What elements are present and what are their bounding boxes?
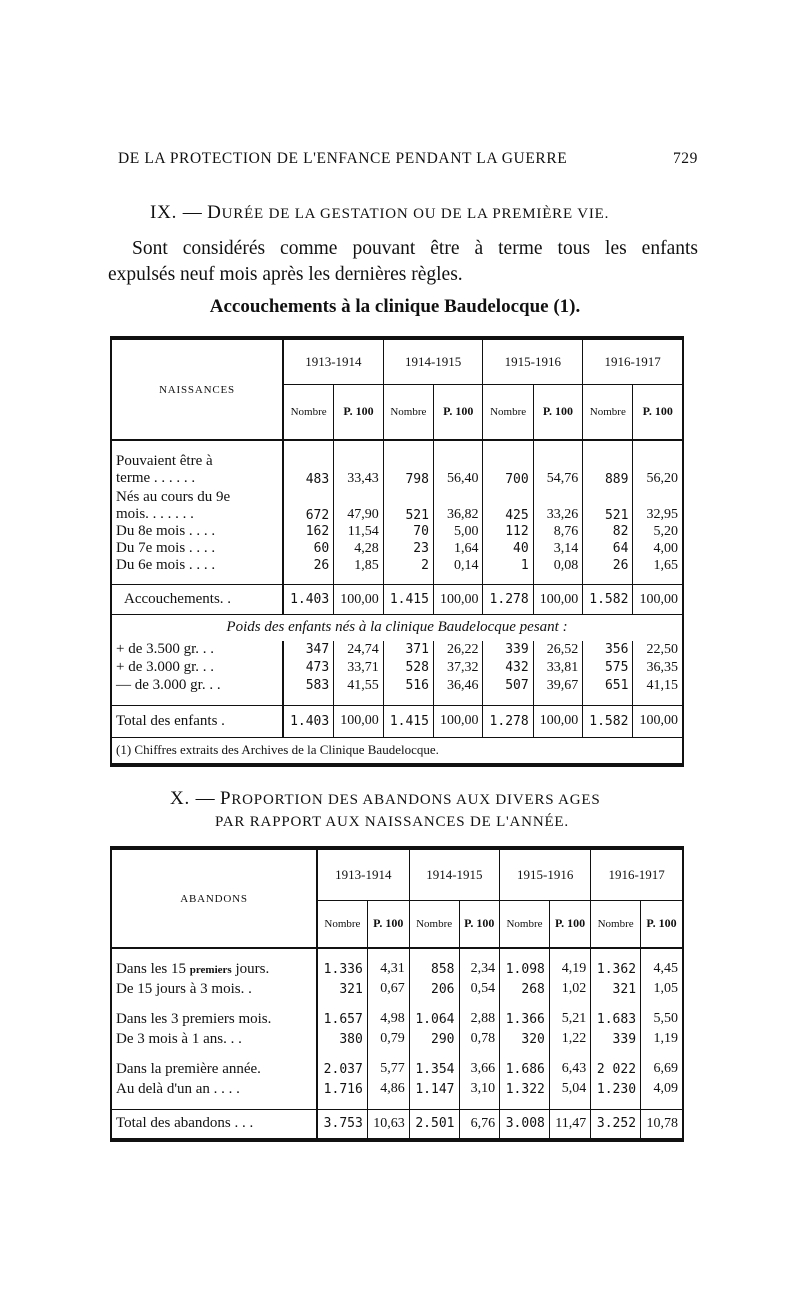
abandons-percent: 6,69: [641, 1059, 683, 1079]
spacer-cell: [433, 440, 483, 451]
enfants-total-count: 1.582: [583, 705, 633, 737]
accouchements-total-count: 1.582: [583, 585, 633, 615]
spacer-cell: [383, 574, 433, 585]
abandons-count: 2 022: [591, 1059, 641, 1079]
weight-percent: 33,71: [334, 659, 384, 677]
spacer-cell: [367, 948, 409, 959]
footnote-row: [111, 737, 683, 765]
row-label: [111, 959, 317, 979]
table1-count: 26: [283, 557, 334, 574]
table1-count: 23: [383, 540, 433, 557]
table1-count: 521: [383, 487, 433, 523]
spacer-cell: [483, 440, 533, 451]
enfants-total-percent: 100,00: [633, 705, 683, 737]
spacer-row: [111, 948, 683, 959]
abandons-count: 268: [500, 979, 550, 999]
nombre-header: Nombre: [583, 384, 633, 440]
nombre-header: Nombre: [409, 900, 459, 948]
weight-heading: Poids des enfants nés à la clinique Baudelocque pesant :: [111, 615, 683, 641]
weight-count: 347: [283, 641, 334, 659]
table1-count: 112: [483, 523, 533, 540]
table1-percent: 33,26: [533, 487, 583, 523]
table1-percent: 56,40: [433, 451, 483, 487]
table1-percent: 36,82: [433, 487, 483, 523]
spacer-cell: [459, 999, 500, 1009]
abandons-count: 1.230: [591, 1079, 641, 1099]
abandons-table: [110, 846, 684, 1142]
spacer-cell: [583, 574, 633, 585]
spacer-cell: [334, 695, 384, 706]
accouchements-total-count: 1.403: [283, 585, 334, 615]
table-row: [111, 1079, 683, 1099]
abandons-percent: 1,05: [641, 979, 683, 999]
abandons-total-count: 3.753: [317, 1110, 367, 1140]
accouchements-total-percent: 100,00: [334, 585, 384, 615]
table-row: [111, 523, 683, 540]
abandons-total-count: 2.501: [409, 1110, 459, 1140]
row-label: Dans la première année.: [116, 1060, 261, 1077]
table-row: [111, 487, 683, 523]
spacer-cell: [583, 695, 633, 706]
abandons-count: 1.064: [409, 1009, 459, 1029]
spacer-cell: [591, 948, 641, 959]
spacer-cell: [533, 574, 583, 585]
intro-paragraph: [108, 236, 698, 288]
spacer-cell: [433, 695, 483, 706]
table1-percent: 33,43: [334, 451, 384, 487]
spacer-cell: [409, 1099, 459, 1110]
weight-count: 583: [283, 677, 334, 695]
spacer-cell: [111, 440, 283, 451]
spacer-cell: [500, 999, 550, 1009]
abandons-percent: 4,86: [367, 1079, 409, 1099]
weight-row: [111, 659, 683, 677]
row-label: Dans les 3 premiers mois.: [116, 1010, 272, 1027]
spacer-cell: [641, 1099, 683, 1110]
abandons-total-row: [111, 1110, 683, 1140]
abandons-percent: 5,50: [641, 1009, 683, 1029]
row-label: — de 3.000 gr. . .: [116, 677, 221, 693]
row-label-line-1: Pouvaient être à: [116, 453, 213, 469]
pct-header: P. 100: [641, 900, 683, 948]
abandons-percent: 3,10: [459, 1079, 500, 1099]
row-label: Accouchements. .: [111, 585, 283, 615]
abandons-total-percent: 10,78: [641, 1110, 683, 1140]
section-ix-title-text: URÉE DE LA GESTATION OU DE LA PREMIÈRE VIE.: [221, 206, 610, 222]
accouchements-total-row: [111, 585, 683, 615]
abandons-percent: 0,79: [367, 1029, 409, 1049]
row-label: Total des abandons . . .: [111, 1110, 317, 1140]
table1-row-header: NAISSANCES: [111, 338, 283, 440]
spacer-cell: [583, 440, 633, 451]
row-label-line-2: mois. . . . . . .: [116, 506, 194, 522]
spacer-cell: [483, 695, 533, 706]
spacer-cell: [111, 999, 317, 1009]
abandons-count: 320: [500, 1029, 550, 1049]
spacer-cell: [500, 1099, 550, 1110]
spacer-cell: [533, 695, 583, 706]
weight-percent: 41,55: [334, 677, 384, 695]
table1-percent: 32,95: [633, 487, 683, 523]
table1-percent: 11,54: [334, 523, 384, 540]
spacer-cell: [633, 440, 683, 451]
spacer-cell: [459, 948, 500, 959]
weight-percent: 26,52: [533, 641, 583, 659]
weight-count: 473: [283, 659, 334, 677]
abandons-count: 206: [409, 979, 459, 999]
spacer-cell: [549, 948, 590, 959]
weight-percent: 22,50: [633, 641, 683, 659]
table-row: [111, 979, 683, 999]
table1-percent: 54,76: [533, 451, 583, 487]
weight-row: [111, 641, 683, 659]
table-row: [111, 1059, 683, 1079]
table1-count: 1: [483, 557, 533, 574]
section-ix-title: [150, 202, 609, 224]
table1-percent: 0,14: [433, 557, 483, 574]
weight-percent: 39,67: [533, 677, 583, 695]
abandons-percent: 2,34: [459, 959, 500, 979]
abandons-percent: 1,19: [641, 1029, 683, 1049]
table1-percent: 1,85: [334, 557, 384, 574]
enfants-total-percent: 100,00: [433, 705, 483, 737]
spacer-cell: [283, 695, 334, 706]
abandons-count: 380: [317, 1029, 367, 1049]
weight-percent: 41,15: [633, 677, 683, 695]
table1-percent: 4,28: [334, 540, 384, 557]
table2-year-4: 1916-1917: [591, 848, 683, 900]
spacer-cell: [641, 1049, 683, 1059]
section-ix-initial: D: [207, 202, 222, 223]
table1-count: 26: [583, 557, 633, 574]
accouchements-total-count: 1.278: [483, 585, 533, 615]
accouchements-total-percent: 100,00: [633, 585, 683, 615]
row-label: + de 3.500 gr. . .: [116, 641, 215, 657]
spacer-cell: [111, 574, 283, 585]
table-row: [111, 959, 683, 979]
section-x-title: [170, 788, 600, 810]
abandons-count: 2.037: [317, 1059, 367, 1079]
abandons-percent: 5,77: [367, 1059, 409, 1079]
spacer-cell: [367, 1099, 409, 1110]
spacer-cell: [591, 999, 641, 1009]
weight-heading-row: [111, 615, 683, 641]
abandons-percent: 4,09: [641, 1079, 683, 1099]
spacer-cell: [383, 695, 433, 706]
abandons-percent: 2,88: [459, 1009, 500, 1029]
table1-year-4: 1916-1917: [583, 338, 683, 384]
abandons-count: 1.098: [500, 959, 550, 979]
paragraph-line-1: Sont considérés comme pouvant être à terme tous les enfants: [132, 238, 698, 259]
pct-header: P. 100: [459, 900, 500, 948]
enfants-total-percent: 100,00: [334, 705, 384, 737]
table1-percent: 1,65: [633, 557, 683, 574]
table1-percent: 47,90: [334, 487, 384, 523]
table1-count: 889: [583, 451, 633, 487]
pct-header: P. 100: [433, 384, 483, 440]
enfants-total-percent: 100,00: [533, 705, 583, 737]
spacer-cell: [591, 1099, 641, 1110]
spacer-cell: [317, 948, 367, 959]
spacer-cell: [641, 948, 683, 959]
table1-count: 521: [583, 487, 633, 523]
table1-caption: Accouchements à la clinique Baudelocque (1).: [209, 296, 581, 317]
spacer-cell: [433, 574, 483, 585]
table1-percent: 56,20: [633, 451, 683, 487]
weight-count: 516: [383, 677, 433, 695]
pct-header: P. 100: [334, 384, 384, 440]
abandons-percent: 0,54: [459, 979, 500, 999]
table-row: [111, 540, 683, 557]
spacer-row: [111, 1049, 683, 1059]
spacer-cell: [591, 1049, 641, 1059]
abandons-count: 1.683: [591, 1009, 641, 1029]
section-x-initial: P: [219, 788, 232, 809]
weight-row: [111, 677, 683, 695]
spacer-row: [111, 574, 683, 585]
spacer-cell: [641, 999, 683, 1009]
table1-count: 700: [483, 451, 533, 487]
table1-year-2: 1914-1915: [383, 338, 483, 384]
table1-count: 425: [483, 487, 533, 523]
abandons-count: 290: [409, 1029, 459, 1049]
table2-year-1: 1913-1914: [317, 848, 409, 900]
accouchements-total-count: 1.415: [383, 585, 433, 615]
table2-row-header: ABANDONS: [111, 848, 317, 948]
table1-count: 162: [283, 523, 334, 540]
abandons-count: 1.336: [317, 959, 367, 979]
row-label-line-2: terme . . . . . .: [116, 470, 196, 486]
abandons-count: 1.147: [409, 1079, 459, 1099]
spacer-row: [111, 999, 683, 1009]
spacer-cell: [367, 1049, 409, 1059]
spacer-cell: [409, 999, 459, 1009]
table1-count: 82: [583, 523, 633, 540]
spacer-cell: [317, 1099, 367, 1110]
table1-count: 64: [583, 540, 633, 557]
spacer-cell: [367, 999, 409, 1009]
table1-count: 798: [383, 451, 433, 487]
row-label: De 3 mois à 1 ans. . .: [116, 1030, 242, 1047]
abandons-count: 1.716: [317, 1079, 367, 1099]
spacer-cell: [533, 440, 583, 451]
accouchements-total-percent: 100,00: [433, 585, 483, 615]
spacer-cell: [317, 1049, 367, 1059]
nombre-header: Nombre: [500, 900, 550, 948]
table1-count: 60: [283, 540, 334, 557]
row-label: De 15 jours à 3 mois. .: [116, 980, 252, 997]
weight-count: 371: [383, 641, 433, 659]
weight-count: 432: [483, 659, 533, 677]
abandons-percent: 3,66: [459, 1059, 500, 1079]
spacer-cell: [483, 574, 533, 585]
pct-header: P. 100: [633, 384, 683, 440]
enfants-total-count: 1.403: [283, 705, 334, 737]
abandons-percent: 5,04: [549, 1079, 590, 1099]
table-row: [111, 451, 683, 487]
abandons-count: 1.657: [317, 1009, 367, 1029]
abandons-count: 1.354: [409, 1059, 459, 1079]
table1-count: 40: [483, 540, 533, 557]
pct-header: P. 100: [549, 900, 590, 948]
nombre-header: Nombre: [283, 384, 334, 440]
spacer-cell: [500, 948, 550, 959]
row-label-part: jours.: [231, 960, 270, 977]
row-label: Du 8e mois . . . .: [116, 523, 216, 539]
abandons-percent: 4,98: [367, 1009, 409, 1029]
section-ix-number: IX. —: [150, 202, 203, 223]
pct-header: P. 100: [367, 900, 409, 948]
nombre-header: Nombre: [383, 384, 433, 440]
abandons-count: 321: [591, 979, 641, 999]
spacer-cell: [459, 1049, 500, 1059]
row-label-part: Dans les 15: [116, 960, 190, 977]
table1-percent: 1,64: [433, 540, 483, 557]
spacer-cell: [334, 440, 384, 451]
spacer-cell: [549, 999, 590, 1009]
table1-percent: 8,76: [533, 523, 583, 540]
row-label: + de 3.000 gr. . .: [116, 659, 215, 675]
abandons-total-percent: 11,47: [549, 1110, 590, 1140]
section-x-number: X. —: [170, 788, 216, 809]
abandons-percent: 4,19: [549, 959, 590, 979]
table1-percent: 3,14: [533, 540, 583, 557]
paragraph-line-2: expulsés neuf mois après les dernières règles.: [108, 264, 463, 285]
row-label: Total des enfants .: [111, 705, 283, 737]
abandons-total-percent: 6,76: [459, 1110, 500, 1140]
spacer-cell: [633, 574, 683, 585]
spacer-cell: [111, 695, 283, 706]
weight-count: 575: [583, 659, 633, 677]
abandons-count: 339: [591, 1029, 641, 1049]
abandons-count: 858: [409, 959, 459, 979]
weight-percent: 37,32: [433, 659, 483, 677]
abandons-percent: 4,31: [367, 959, 409, 979]
table1-count: 483: [283, 451, 334, 487]
weight-count: 528: [383, 659, 433, 677]
spacer-cell: [334, 574, 384, 585]
row-label: Du 7e mois . . . .: [116, 540, 216, 556]
spacer-cell: [409, 1049, 459, 1059]
row-label: [111, 451, 283, 487]
spacer-cell: [383, 440, 433, 451]
spacer-cell: [111, 1099, 317, 1110]
abandons-percent: 1,02: [549, 979, 590, 999]
table1-percent: 4,00: [633, 540, 683, 557]
abandons-percent: 0,67: [367, 979, 409, 999]
abandons-percent: 6,43: [549, 1059, 590, 1079]
section-x-subtitle: PAR RAPPORT AUX NAISSANCES DE L'ANNÉE.: [215, 814, 569, 830]
table1-percent: 0,08: [533, 557, 583, 574]
row-label-line-1: Nés au cours du 9e: [116, 489, 231, 505]
abandons-count: 1.362: [591, 959, 641, 979]
abandons-total-count: 3.008: [500, 1110, 550, 1140]
table1-percent: 5,20: [633, 523, 683, 540]
nombre-header: Nombre: [317, 900, 367, 948]
nombre-header: Nombre: [483, 384, 533, 440]
pct-header: P. 100: [533, 384, 583, 440]
running-title: DE LA PROTECTION DE L'ENFANCE PENDANT LA GUERRE: [118, 150, 568, 167]
running-header: [118, 150, 698, 168]
weight-percent: 33,81: [533, 659, 583, 677]
spacer-cell: [500, 1049, 550, 1059]
table-row: [111, 557, 683, 574]
abandons-percent: 0,78: [459, 1029, 500, 1049]
accouchements-total-percent: 100,00: [533, 585, 583, 615]
weight-count: 339: [483, 641, 533, 659]
abandons-percent: 5,21: [549, 1009, 590, 1029]
table-row: [111, 1029, 683, 1049]
abandons-count: 1.686: [500, 1059, 550, 1079]
table1-count: 672: [283, 487, 334, 523]
spacer-cell: [283, 574, 334, 585]
table-row: [111, 1009, 683, 1029]
spacer-cell: [283, 440, 334, 451]
spacer-row: [111, 440, 683, 451]
spacer-cell: [409, 948, 459, 959]
spacer-row: [111, 695, 683, 706]
spacer-cell: [317, 999, 367, 1009]
spacer-cell: [459, 1099, 500, 1110]
births-table: [110, 336, 684, 767]
abandons-count: 1.366: [500, 1009, 550, 1029]
row-label-small: premiers: [189, 963, 232, 976]
abandons-count: 1.322: [500, 1079, 550, 1099]
spacer-cell: [633, 695, 683, 706]
table1-year-3: 1915-1916: [483, 338, 583, 384]
abandons-percent: 1,22: [549, 1029, 590, 1049]
table1-count: 2: [383, 557, 433, 574]
table2-year-3: 1915-1916: [500, 848, 591, 900]
weight-count: 356: [583, 641, 633, 659]
enfants-total-count: 1.415: [383, 705, 433, 737]
page-number: 729: [672, 150, 698, 167]
weight-percent: 36,35: [633, 659, 683, 677]
row-label: Du 6e mois . . . .: [116, 557, 216, 573]
abandons-percent: 4,45: [641, 959, 683, 979]
row-label: [111, 487, 283, 523]
table1-count: 70: [383, 523, 433, 540]
footnote: (1) Chiffres extraits des Archives de la Clinique Baudelocque.: [111, 737, 683, 765]
weight-percent: 24,74: [334, 641, 384, 659]
spacer-cell: [549, 1099, 590, 1110]
spacer-cell: [111, 1049, 317, 1059]
section-x-title-text: ROPORTION DES ABANDONS AUX DIVERS AGES: [231, 792, 601, 808]
abandons-total-percent: 10,63: [367, 1110, 409, 1140]
abandons-count: 321: [317, 979, 367, 999]
spacer-cell: [111, 948, 317, 959]
enfants-total-row: [111, 705, 683, 737]
weight-count: 651: [583, 677, 633, 695]
enfants-total-count: 1.278: [483, 705, 533, 737]
weight-percent: 26,22: [433, 641, 483, 659]
nombre-header: Nombre: [591, 900, 641, 948]
table1-percent: 5,00: [433, 523, 483, 540]
table1-year-1: 1913-1914: [283, 338, 383, 384]
weight-count: 507: [483, 677, 533, 695]
spacer-row: [111, 1099, 683, 1110]
spacer-cell: [549, 1049, 590, 1059]
abandons-total-count: 3.252: [591, 1110, 641, 1140]
weight-percent: 36,46: [433, 677, 483, 695]
row-label: Au delà d'un an . . . .: [116, 1080, 240, 1097]
table2-year-2: 1914-1915: [409, 848, 499, 900]
